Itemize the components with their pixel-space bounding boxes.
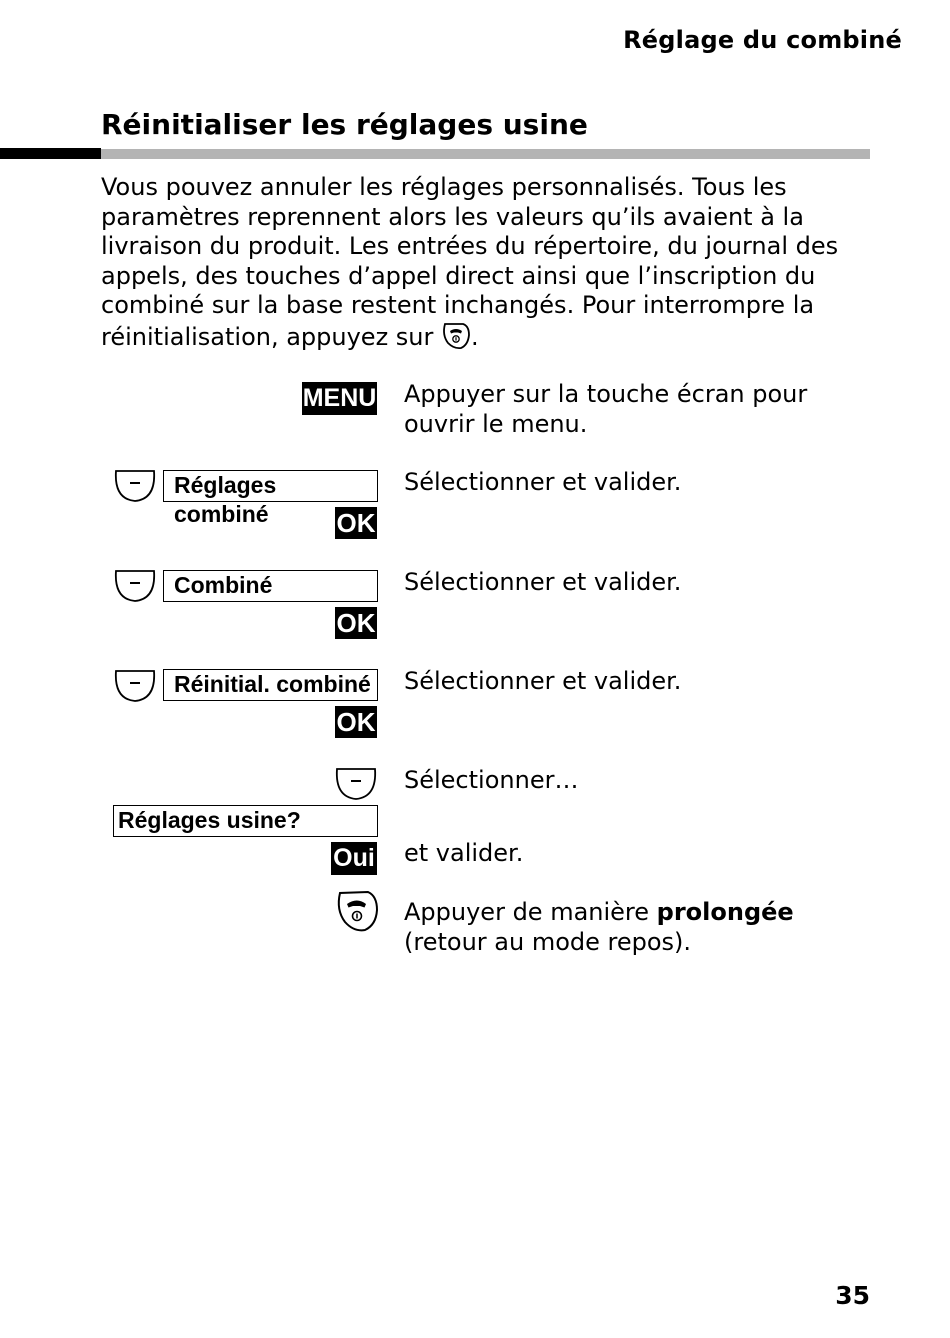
- display-reglages-combine: Réglages combiné: [163, 470, 378, 502]
- step-4-text: Sélectionner…: [404, 766, 579, 794]
- end-call-key-icon: [334, 888, 380, 934]
- intro-text: Vous pouvez annuler les réglages personnalisés. Tous les paramètres reprennent alors les valeurs qu’ils avaient à la livraison du produit. Les entrées du répertoire, du journal des appels, des touches d’appel direct ainsi que l’inscription du combiné sur la base restent inchangés. Pour interrompre la réinitialisation, appuyez sur: [101, 173, 839, 351]
- end-call-key-icon: [441, 321, 471, 351]
- nav-key-icon: [113, 669, 157, 703]
- step-menu-text: Appuyer sur la touche écran pour ouvrir le menu.: [404, 380, 808, 438]
- intro-paragraph: [101, 173, 871, 352]
- intro-end: .: [471, 322, 479, 351]
- step-3-text: Sélectionner et valider.: [404, 667, 682, 695]
- ok-softkey: OK: [336, 508, 376, 538]
- display-reinitial-combine: Réinitial. combiné: [163, 669, 378, 701]
- nav-key-icon: [334, 767, 378, 801]
- nav-key-icon: [113, 469, 157, 503]
- step-2-text: Sélectionner et valider.: [404, 568, 682, 596]
- step-6-text-after: (retour au mode repos).: [404, 927, 692, 956]
- step-6-text: [404, 898, 874, 957]
- section-header: Réglage du combiné: [623, 26, 902, 54]
- title-rule-grey: [101, 149, 870, 159]
- step-5-text: et valider.: [404, 839, 524, 867]
- nav-key-icon: [113, 569, 157, 603]
- step-6-text-bold: prolongée: [656, 898, 794, 926]
- step-6-text-before: Appuyer de manière: [404, 898, 657, 926]
- display-combine: Combiné: [163, 570, 378, 602]
- menu-softkey: MENU: [302, 382, 377, 415]
- page-number: 35: [835, 1281, 870, 1310]
- ok-softkey: OK: [336, 707, 376, 737]
- title-rule-dark: [0, 148, 101, 159]
- step-1-text: Sélectionner et valider.: [404, 468, 682, 496]
- ok-softkey: OK: [336, 608, 376, 638]
- oui-softkey: Oui: [331, 842, 377, 875]
- display-reglages-usine: Réglages usine?: [113, 805, 378, 837]
- page-title: Réinitialiser les réglages usine: [101, 108, 588, 141]
